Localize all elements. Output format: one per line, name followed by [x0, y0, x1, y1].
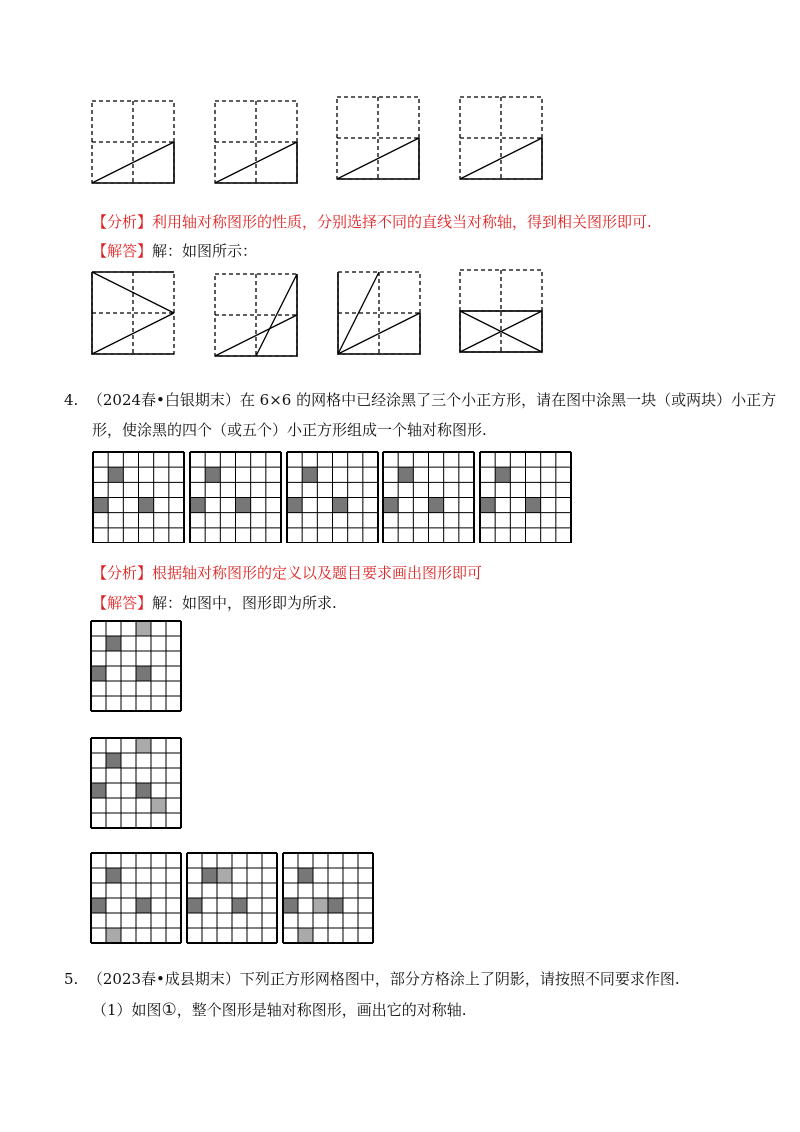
- q4-answer-grid-5: [283, 853, 373, 943]
- added-cell: [136, 621, 151, 636]
- q4-grid-4: [383, 452, 474, 543]
- q3-analysis-text: 利用轴对称图形的性质，分别选择不同的直线当对称轴，得到相关图形即可.: [152, 213, 652, 231]
- shaded-cell: [139, 498, 154, 513]
- q4-answer-grid-2: [91, 738, 181, 828]
- q4-answer: [92, 593, 337, 613]
- q3-answer: [92, 241, 257, 261]
- q3-answer-figures: [0, 260, 800, 360]
- shaded-cell: [232, 898, 247, 913]
- q4-answer-grid-1: [91, 621, 181, 711]
- q4-answer-grid-3: [91, 853, 181, 943]
- q3-answer-text: 解：如图所示：: [152, 242, 258, 260]
- q4-answer-grids: [0, 615, 800, 950]
- q3-figure-1: [92, 101, 174, 183]
- q5-sub1-text: ，整个图形是轴对称图形，画出它的对称轴.: [176, 1001, 467, 1019]
- shaded-cell: [298, 868, 313, 883]
- shaded-cell: [205, 467, 220, 482]
- q4-line-2: [92, 420, 487, 440]
- q4-analysis: [92, 563, 482, 583]
- q5-sub1-prefix: （1）如图: [92, 1001, 162, 1019]
- q5-text-1: （2023春•成县期末）下列正方形网格图中，部分方格涂上了阴影，请按照不同要求作图.: [87, 970, 680, 988]
- q3-figure-3: [337, 97, 419, 179]
- shaded-cell: [91, 898, 106, 913]
- q4-answer-label: 【解答】: [92, 594, 153, 612]
- shaded-cell: [383, 498, 398, 513]
- q3-answer-label: 【解答】: [92, 242, 153, 260]
- shaded-cell: [202, 868, 217, 883]
- shaded-cell: [283, 898, 298, 913]
- added-cell: [217, 868, 232, 883]
- added-cell: [151, 798, 166, 813]
- shaded-cell: [302, 467, 317, 482]
- shaded-cell: [495, 467, 510, 482]
- shaded-cell: [236, 498, 251, 513]
- added-cell: [136, 738, 151, 753]
- q4-number: 4.: [64, 391, 79, 409]
- added-cell: [298, 928, 313, 943]
- q5-number: 5.: [64, 970, 79, 988]
- q3-answer-figure-3: [338, 272, 420, 354]
- q4-analysis-text: 根据轴对称图形的定义以及题目要求画出图形即可: [152, 564, 483, 582]
- q4-grid-1: [93, 452, 184, 543]
- shaded-cell: [398, 467, 413, 482]
- q5-line-1: [64, 969, 680, 989]
- shaded-cell: [106, 753, 121, 768]
- shaded-cell: [190, 498, 205, 513]
- q3-answer-figure-4: [460, 270, 542, 352]
- shaded-cell: [136, 666, 151, 681]
- shaded-cell: [108, 467, 123, 482]
- shaded-cell: [136, 783, 151, 798]
- shaded-cell: [526, 498, 541, 513]
- q4-grid-2: [190, 452, 281, 543]
- q3-answer-figure-1: [92, 272, 174, 354]
- q4-grid-5: [480, 452, 571, 543]
- q4-line-1: [64, 390, 776, 410]
- q4-answer-text: 解：如图中，图形即为所求.: [152, 594, 337, 612]
- q3-answer-figure-2: [215, 274, 297, 356]
- q3-analysis-label: 【分析】: [92, 213, 153, 231]
- shaded-cell: [480, 498, 495, 513]
- shaded-cell: [333, 498, 348, 513]
- added-cell: [313, 898, 328, 913]
- q3-analysis: [92, 212, 652, 232]
- q5-sub1-circle: ①: [161, 1000, 177, 1020]
- shaded-cell: [91, 666, 106, 681]
- q4-text-2: 形，使涂黑的四个（或五个）小正方形组成一个轴对称图形.: [92, 421, 487, 439]
- shaded-cell: [93, 498, 108, 513]
- q5-sub-1: [92, 1000, 467, 1020]
- q4-answer-grid-4: [187, 853, 277, 943]
- shaded-cell: [136, 898, 151, 913]
- shaded-cell: [187, 898, 202, 913]
- shaded-cell: [91, 783, 106, 798]
- added-cell: [106, 928, 121, 943]
- shaded-cell: [106, 636, 121, 651]
- shaded-cell: [106, 868, 121, 883]
- q3-figure-2: [215, 101, 297, 183]
- shaded-cell: [429, 498, 444, 513]
- q4-analysis-label: 【分析】: [92, 564, 153, 582]
- shaded-cell: [287, 498, 302, 513]
- q4-grid-3: [287, 452, 378, 543]
- q3-question-figures: [0, 0, 800, 200]
- q4-question-grids: [0, 448, 800, 543]
- q3-figure-4: [460, 97, 542, 179]
- q4-text-1: （2024春•白银期末）在 6×6 的网格中已经涂黑了三个小正方形，请在图中涂黑一块（或两块）小正方: [87, 391, 777, 409]
- shaded-cell: [328, 898, 343, 913]
